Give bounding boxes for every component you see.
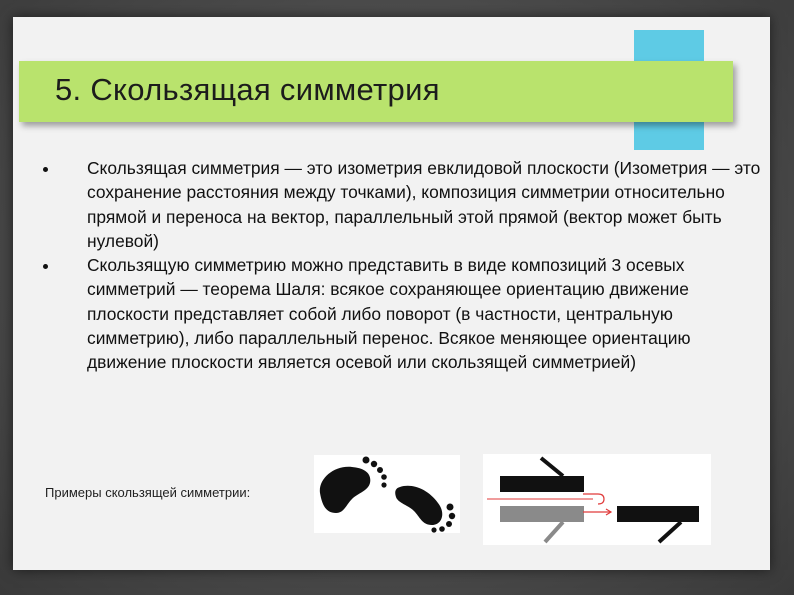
bullet-dot-icon bbox=[43, 264, 48, 269]
bullet-text: Скользящая симметрия — это изометрия евклидовой плоскости (Изометрия — это сохранение расстояния между точками), композиция симметрии относительно прямой и переноса на вектор, параллельный этой прямой (вектор может быть нулевой) bbox=[87, 158, 761, 251]
glide-reflection-bars-icon bbox=[483, 454, 711, 545]
footprints-figure bbox=[314, 455, 460, 533]
examples-caption: Примеры скользящей симметрии: bbox=[45, 485, 251, 500]
bullet-dot-icon bbox=[43, 167, 48, 172]
bullet-list bbox=[43, 156, 773, 375]
bullet-text: Скользящую симметрию можно представить в виде композиций 3 осевых симметрий — теорема Шаля: всякое сохраняющее ориентацию движение плоскости представляет собой либо поворот (в частности, центральную симметрию), либо параллельный перенос. Всякое меняющее ориентацию движение плоскости является осевой или скользящей симметрией) bbox=[87, 255, 691, 373]
bullet-item bbox=[43, 253, 773, 374]
glide-bars-figure bbox=[483, 454, 711, 545]
bullet-item bbox=[43, 156, 773, 253]
footprints-icon bbox=[314, 455, 460, 533]
slide-title: 5. Скользящая симметрия bbox=[55, 72, 440, 107]
slide bbox=[13, 17, 770, 570]
